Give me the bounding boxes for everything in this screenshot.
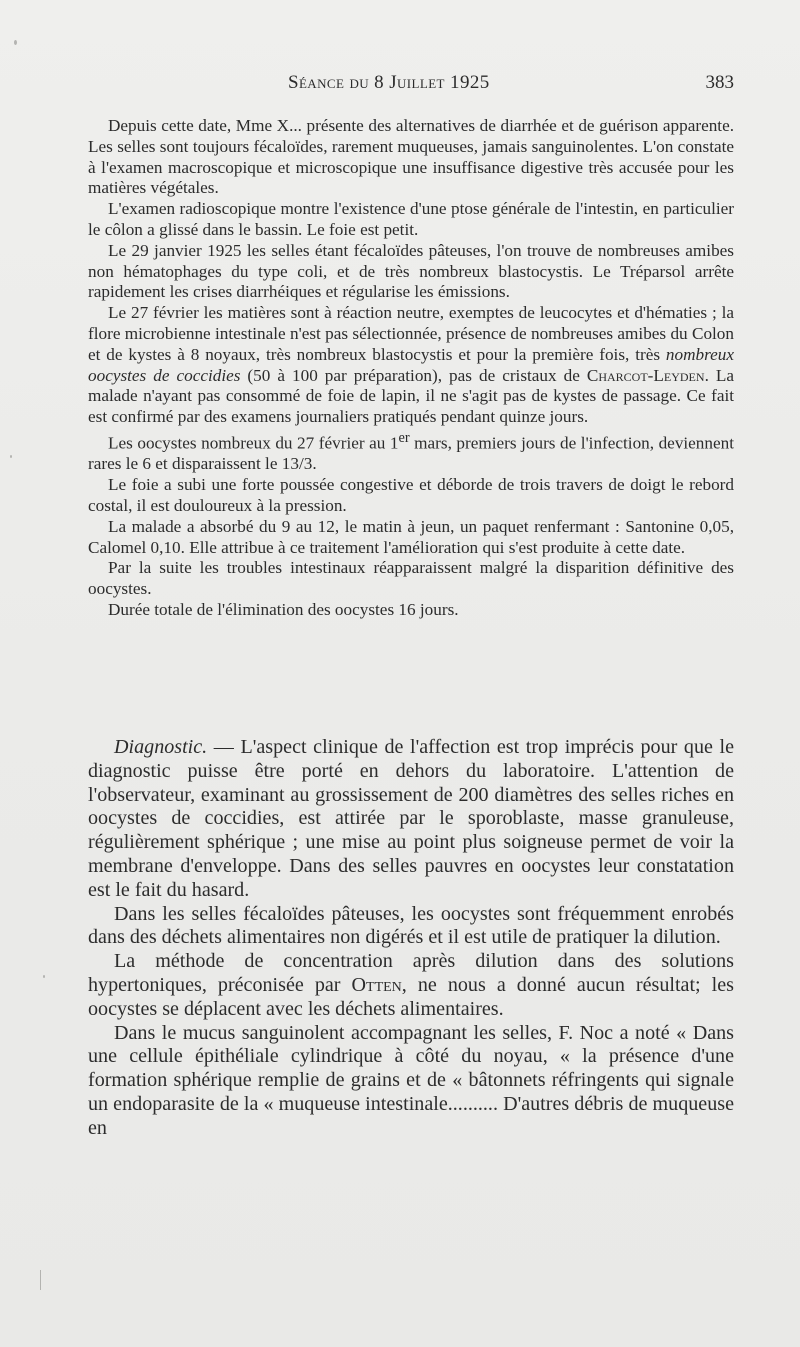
paragraph: Depuis cette date, Mme X... présente des alternatives de diarrhée et de guérison apparente. Les selles sont toujours fécaloïdes, rarement muqueuses, jamais sanguinolentes. L'on constate à l'examen macroscopique et microscopique une insuffisance digestive très accusée pour les matières végétales.	[88, 116, 734, 198]
paragraph: L'examen radioscopique montre l'existence d'une ptose générale de l'intestin, en particulier le côlon a glissé dans le bassin. Le foie est petit.	[88, 199, 734, 239]
text-run: — L'aspect clinique de l'affection est trop imprécis pour que le diagnostic puisse être porté en dehors du laboratoire. L'attention de l'observateur, examinant au grossissement de 200 diamètres des selles riches en oocystes de coccidies, est attirée par le sporoblaste, masse granuleuse, régulièrement sphérique ; une mise au point plus soigneuse permet de voir la membrane d'enveloppe. Dans des selles pauvres en oocystes leur constatation est le fait du hasard.	[88, 736, 734, 901]
author-name: Otten	[351, 973, 402, 996]
text-run: Les oocystes nombreux du 27 février au 1	[108, 433, 399, 453]
paragraph: Dans le mucus sanguinolent accompagnant les selles, F. Noc a noté « Dans une cellule épithéliale cylindrique à côté du noyau, « la présence d'une formation sphérique remplie de grains et de « bâtonnets réfringents qui signale un endoparasite de la « muqueuse intestinale.......... D'autres débris de muqueuse en	[88, 1021, 734, 1139]
diagnostic-section	[88, 736, 734, 1141]
paragraph: La malade a absorbé du 9 au 12, le matin à jeun, un paquet renfermant : Santonine 0,05, Calomel 0,10. Elle attribue à ce traitement l'amélioration qui s'est produite à cette date.	[88, 516, 734, 557]
margin-speck	[43, 975, 45, 978]
paragraph: Durée totale de l'élimination des oocystes 16 jours.	[108, 600, 459, 620]
paragraph: Le 29 janvier 1925 les selles étant fécaloïdes pâteuses, l'on trouve de nombreuses amibes non hématophages du type coli, et de très nombreux blastocystis. Le Tréparsol arrête rapidement les crises diarrhéiques et régularise les émissions.	[88, 240, 734, 302]
margin-speck	[14, 40, 17, 45]
author-name: Charcot-Leyden	[586, 365, 705, 385]
running-head: Séance du 8 Juillet 1925	[288, 72, 490, 93]
emphasis: nombreux oocystes de coccidies	[88, 344, 734, 385]
page-number: 383	[705, 72, 734, 93]
text-run: La méthode de concentration après dilution dans des solutions hypertoniques, préconisée par	[88, 950, 734, 996]
page-header	[88, 72, 734, 96]
paragraph	[88, 950, 734, 1021]
text-run: Le 27 février les matières sont à réaction neutre, exemptes de leucocytes et d'hématies ; la flore microbienne intestinale n'est pas sélectionnée, présence de nombreuses amibes du Colon et de kystes à 8 noyaux, très nombreux blastocystis et pour la première fois, très	[88, 303, 734, 364]
paragraph	[88, 736, 734, 903]
paragraph: Dans les selles fécaloïdes pâteuses, les oocystes sont fréquemment enrobés dans des déchets alimentaires non digérés et il est utile de pratiquer la dilution.	[88, 902, 734, 949]
paragraph: Par la suite les troubles intestinaux réapparaissent malgré la disparition définitive des oocystes.	[88, 558, 734, 599]
paragraph	[88, 428, 734, 475]
section-heading: Diagnostic.	[114, 736, 208, 758]
case-report-section	[88, 116, 734, 621]
text-run: mars, premiers jours de l'infection, deviennent rares le 6 et disparaissent le 13/3.	[88, 433, 734, 474]
margin-speck	[40, 1270, 41, 1290]
text-run: (50 à 100 par préparation), pas de cristaux de	[240, 365, 587, 385]
paragraph: Le foie a subi une forte poussée congestive et déborde de trois travers de doigt le rebord costal, il est douloureux à la pression.	[88, 475, 734, 516]
text-run: . La malade n'ayant pas consommé de foie de lapin, il ne s'agit pas de kystes de passage. Ce fait est confirmé par des examens journaliers pratiqués pendant quinze jours.	[88, 365, 735, 427]
margin-speck	[10, 455, 12, 458]
text-run: , ne nous a donné aucun résultat; les oocystes se déplacent avec les déchets alimentaires.	[88, 973, 734, 1020]
paragraph	[88, 303, 734, 428]
superscript: er	[398, 429, 410, 446]
